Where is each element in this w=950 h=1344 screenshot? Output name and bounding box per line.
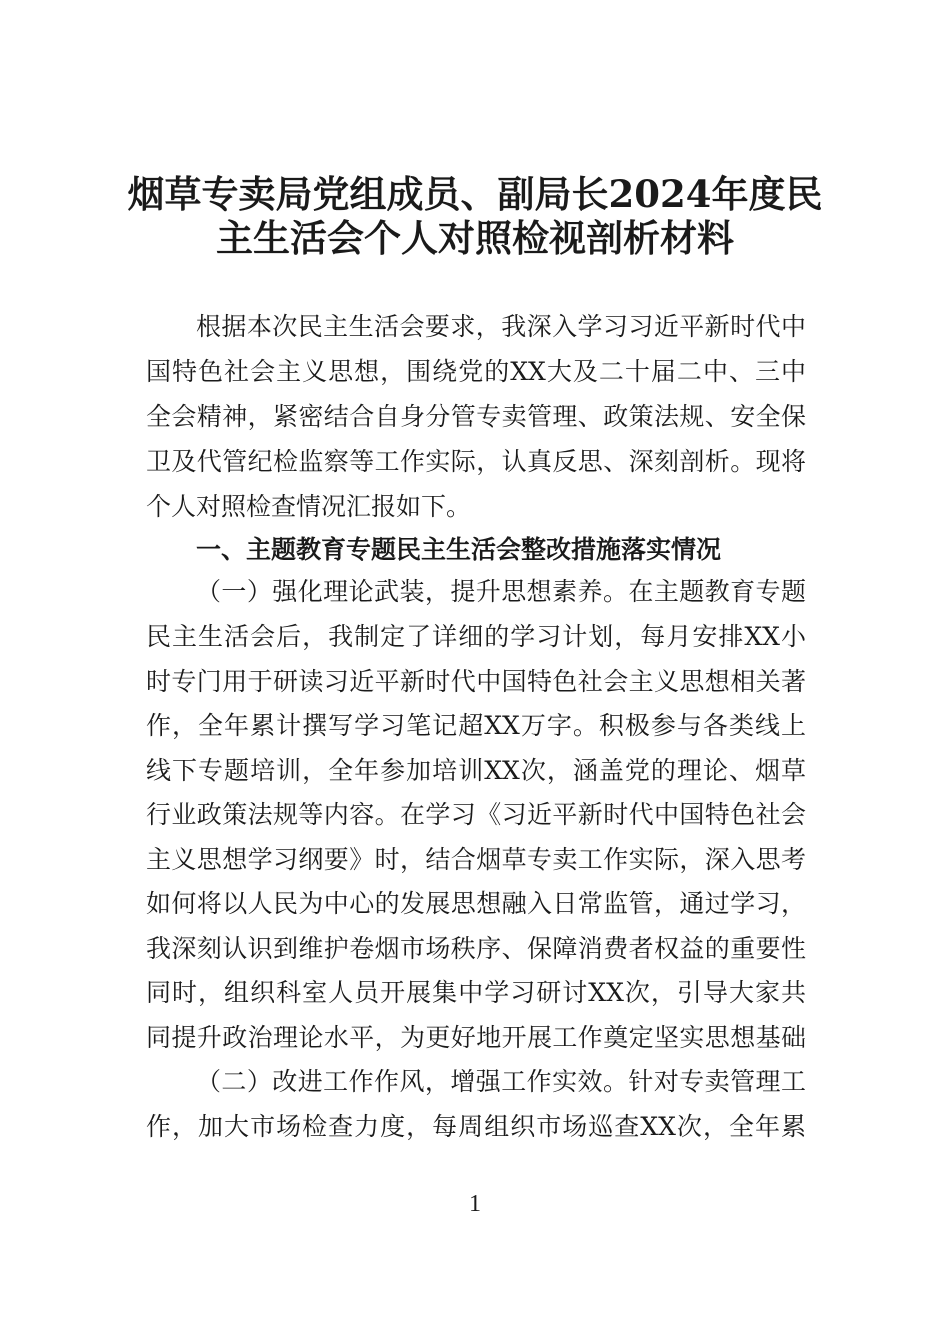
paragraph-one-line: 作，全年累计撰写学习笔记超XX万字。积极参与各类线上	[146, 711, 806, 740]
intro-line: 全会精神，紧密结合自身分管专卖管理、政策法规、安全保	[146, 402, 806, 431]
paragraph-one-line: 主义思想学习纲要》时，结合烟草专卖工作实际，深入思考	[146, 845, 806, 874]
paragraph-one-line: 线下专题培训，全年参加培训XX次，涵盖党的理论、烟草	[146, 756, 806, 785]
paragraph-one-line: 我深刻认识到维护卷烟市场秩序、保障消费者权益的重要性	[146, 934, 806, 963]
paragraph-one-line: 民主生活会后，我制定了详细的学习计划，每月安排XX小	[146, 622, 806, 651]
section-heading: 一、主题教育专题民主生活会整改措施落实情况	[196, 535, 722, 564]
paragraph-two-line: （二）改进工作作风，增强工作实效。针对专卖管理工	[196, 1067, 806, 1096]
intro-line: 国特色社会主义思想，围绕党的XX大及二十届二中、三中	[146, 357, 806, 386]
paragraph-one-line: 同提升政治理论水平，为更好地开展工作奠定坚实思想基础	[146, 1023, 806, 1052]
intro-line: 根据本次民主生活会要求，我深入学习习近平新时代中	[196, 312, 806, 341]
document-title-line-2: 主生活会个人对照检视剖析材料	[216, 216, 734, 260]
paragraph-one-line: （一）强化理论武装，提升思想素养。在主题教育专题	[196, 577, 806, 606]
paragraph-two-line: 作，加大市场检查力度，每周组织市场巡查XX次，全年累	[146, 1112, 806, 1141]
paragraph-one-line: 时专门用于研读习近平新时代中国特色社会主义思想相关著	[146, 667, 806, 696]
paragraph-one-line: 行业政策法规等内容。在学习《习近平新时代中国特色社会	[146, 800, 806, 829]
document-title-line-1: 烟草专卖局党组成员、副局长2024年度民	[127, 172, 823, 216]
paragraph-one-line: 如何将以人民为中心的发展思想融入日常监管，通过学习，	[146, 889, 806, 918]
page-number: 1	[469, 1191, 481, 1217]
intro-line: 个人对照检查情况汇报如下。	[146, 492, 472, 521]
paragraph-one-line: 同时，组织科室人员开展集中学习研讨XX次，引导大家共	[146, 978, 806, 1007]
intro-line: 卫及代管纪检监察等工作实际，认真反思、深刻剖析。现将	[146, 447, 806, 476]
